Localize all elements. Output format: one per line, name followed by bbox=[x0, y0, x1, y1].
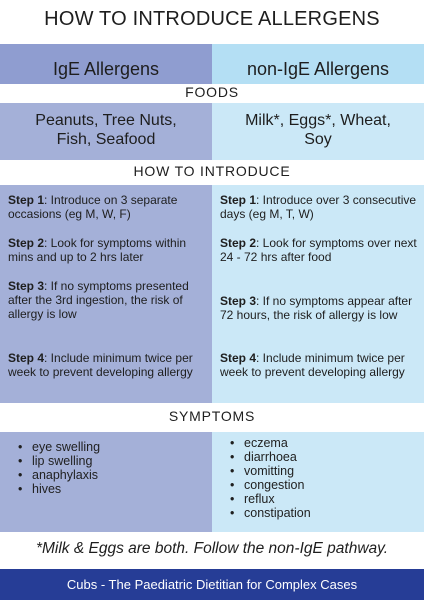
non-ige-foods-text bbox=[218, 111, 418, 149]
non-ige-step-2-text: : Look for symptoms over next 24 - 72 hrs after food bbox=[220, 236, 417, 264]
ige-step-1 bbox=[8, 193, 206, 221]
ige-symptoms-list bbox=[18, 440, 100, 496]
non-ige-foods-line-1: Milk*, Eggs*, Wheat, bbox=[245, 112, 391, 129]
page-title: HOW TO INTRODUCE ALLERGENS bbox=[44, 8, 380, 30]
ige-step-4 bbox=[8, 351, 206, 379]
ige-foods-panel bbox=[0, 103, 212, 160]
list-item: • diarrhoea bbox=[230, 450, 311, 464]
non-ige-step-1 bbox=[220, 193, 418, 221]
non-ige-step-2-label: Step 2 bbox=[220, 236, 257, 250]
list-item: • reflux bbox=[230, 492, 311, 506]
how-to-introduce-label: HOW TO INTRODUCE bbox=[0, 162, 424, 183]
non-ige-step-3-text: : If no symptoms appear after 72 hours, the risk of allergy is low bbox=[220, 294, 413, 322]
non-ige-foods-line-2: Soy bbox=[304, 131, 332, 148]
list-item: • vomitting bbox=[230, 464, 311, 478]
non-ige-symptoms-panel bbox=[212, 432, 424, 532]
ige-step-2-label: Step 2 bbox=[8, 236, 45, 250]
non-ige-step-3 bbox=[220, 294, 418, 322]
ige-step-4-text: : Include minimum twice per week to prevent developing allergy bbox=[8, 351, 193, 379]
non-ige-step-2 bbox=[220, 236, 418, 264]
non-ige-step-1-text: : Introduce over 3 consecutive days (eg M, T, W) bbox=[220, 193, 417, 221]
non-ige-step-1-label: Step 1 bbox=[220, 193, 257, 207]
non-ige-header-label: non-IgE Allergens bbox=[246, 59, 390, 79]
ige-foods-line-2: Fish, Seafood bbox=[56, 131, 156, 148]
list-item: • anaphylaxis bbox=[18, 468, 100, 482]
non-ige-steps-panel bbox=[212, 185, 424, 403]
list-item: • lip swelling bbox=[18, 454, 100, 468]
list-item: • hives bbox=[18, 482, 100, 496]
ige-step-2 bbox=[8, 236, 206, 264]
non-ige-step-4-label: Step 4 bbox=[220, 351, 257, 365]
list-item: • eczema bbox=[230, 436, 311, 450]
ige-step-1-text: : Introduce on 3 separate occasions (eg M, W, F) bbox=[8, 193, 178, 221]
list-item: • constipation bbox=[230, 506, 311, 520]
symptoms-section-label: SYMPTOMS bbox=[0, 408, 424, 430]
ige-header-label: IgE Allergens bbox=[52, 59, 160, 79]
ige-step-3-label: Step 3 bbox=[8, 279, 45, 293]
ige-foods-line-1: Peanuts, Tree Nuts, bbox=[35, 112, 177, 129]
non-ige-foods-panel bbox=[212, 103, 424, 160]
non-ige-step-4-text: : Include minimum twice per week to prevent developing allergy bbox=[220, 351, 405, 379]
ige-steps-panel bbox=[0, 185, 212, 403]
ige-step-2-text: : Look for symptoms within mins and up to 2 hrs later bbox=[8, 236, 187, 264]
ige-step-4-label: Step 4 bbox=[8, 351, 45, 365]
footer-text: Cubs - The Paediatric Dietitian for Complex Cases bbox=[66, 577, 358, 592]
list-item: • congestion bbox=[230, 478, 311, 492]
footer-banner bbox=[0, 569, 424, 600]
ige-step-3-text: : If no symptoms presented after the 3rd ingestion, the risk of allergy is low bbox=[8, 279, 189, 321]
list-item: • eye swelling bbox=[18, 440, 100, 454]
foods-section-label: FOODS bbox=[0, 84, 424, 103]
milk-eggs-note: *Milk & Eggs are both. Follow the non-IgE pathway. bbox=[35, 540, 389, 557]
non-ige-step-3-label: Step 3 bbox=[220, 294, 257, 308]
ige-symptoms-panel bbox=[0, 432, 212, 532]
ige-foods-text bbox=[6, 111, 206, 149]
ige-step-3 bbox=[8, 279, 206, 321]
non-ige-symptoms-list bbox=[230, 436, 311, 520]
ige-step-1-label: Step 1 bbox=[8, 193, 45, 207]
non-ige-step-4 bbox=[220, 351, 418, 379]
